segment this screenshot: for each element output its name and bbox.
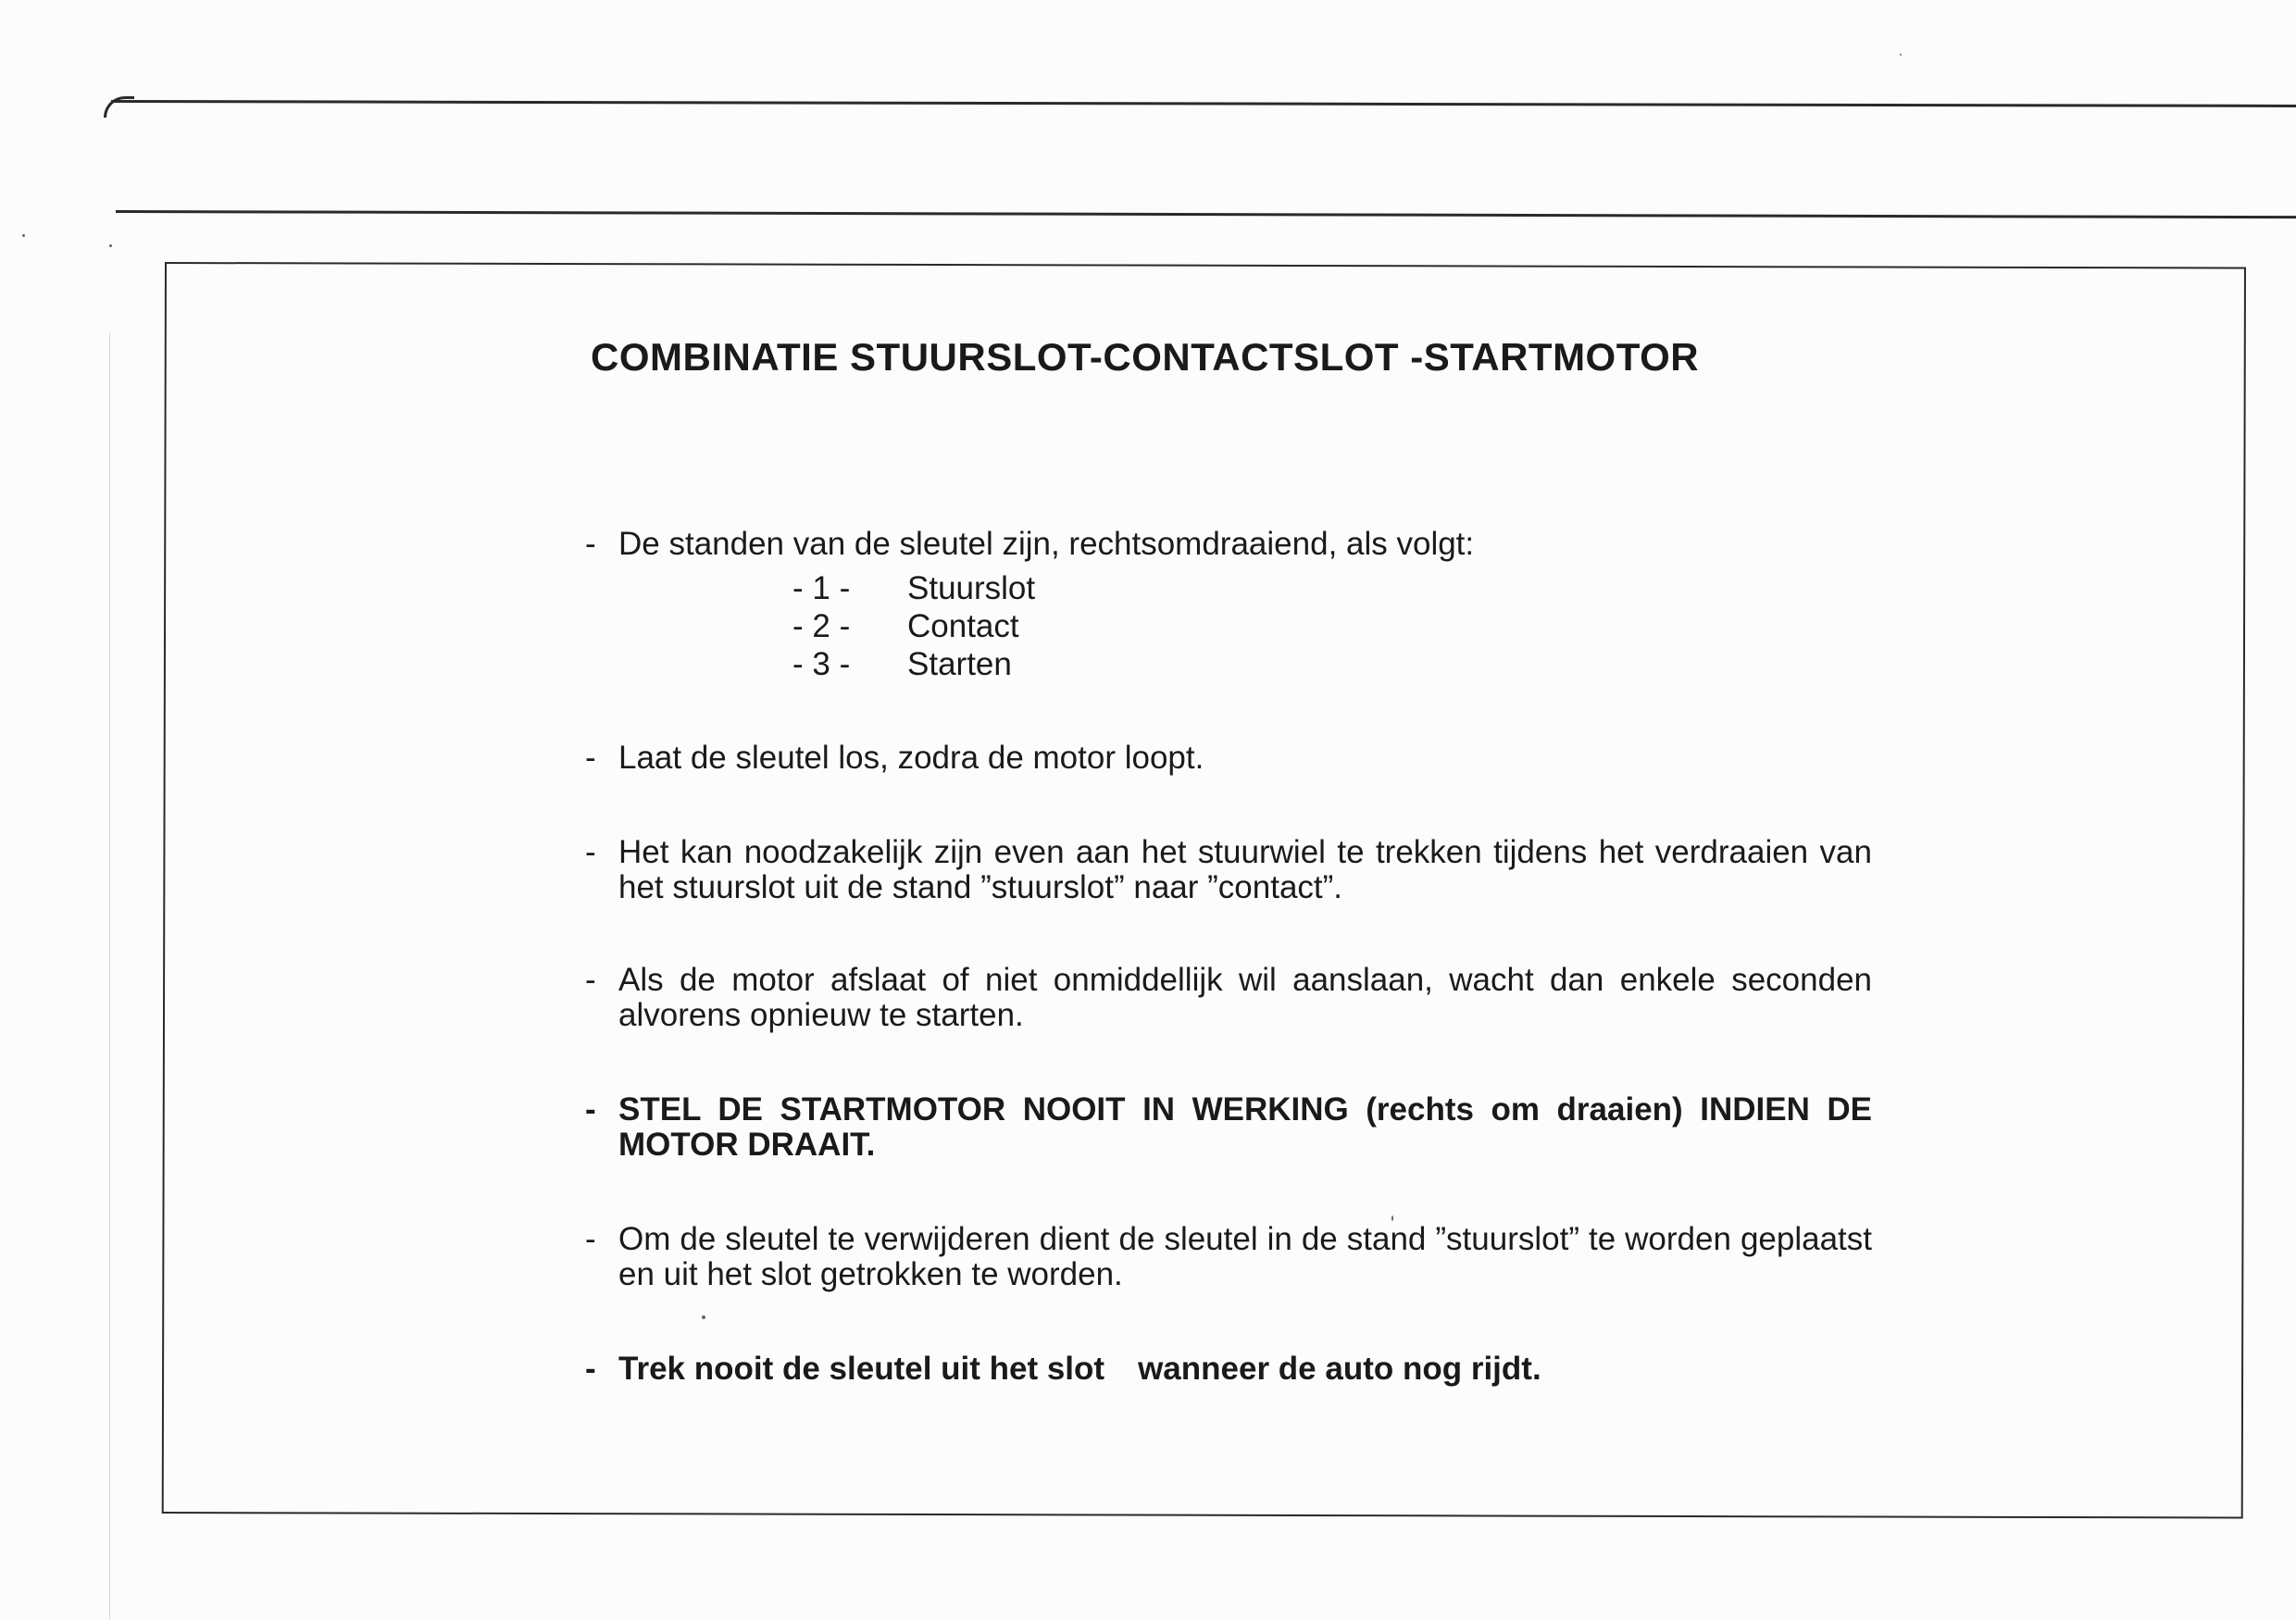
key-position-number: - 1 - [792,570,851,606]
instruction-text: Om de sleutel te verwijderen dient de sleutel in de stand ”stuurslot” te worden geplaatst en uit het slot getrokken te worden. [618,1221,1872,1292]
instruction-item-key-positions [585,527,1872,562]
key-position-label: Starten [907,646,1012,682]
bullet-dash: - [585,1351,596,1387]
warning-text-part1: Trek nooit de sleutel uit het slot [618,1351,1105,1387]
warning-text-part2: wanneer de auto nog rijdt. [1138,1351,1541,1387]
scan-speck [1900,54,1902,56]
key-position-row [792,569,1035,607]
scan-speck [22,234,25,237]
key-position-number: - 3 - [792,646,851,682]
key-position-label: Contact [907,608,1019,644]
scan-speck [1391,1215,1393,1221]
key-position-number: - 2 - [792,608,851,644]
key-position-label: Stuurslot [907,570,1036,606]
instruction-text: Het kan noodzakelijk zijn even aan het stuurwiel te trekken tijdens het verdraaien van het stuurslot uit de stand ”stuurslot” naar ”contact”. [618,834,1872,905]
bullet-dash: - [585,526,596,562]
header-rule [116,210,2296,218]
instruction-text: Als de motor afslaat of niet onmiddellijk wil aanslaan, wacht dan enkele seconden alvorens opnieuw te starten. [618,962,1872,1033]
bullet-dash: - [585,1221,596,1257]
instruction-item [585,835,1872,905]
instruction-item [585,963,1872,1033]
instruction-item [585,1222,1872,1292]
warning-item [585,1092,1872,1163]
page-edge [109,333,110,1620]
key-position-row [792,607,1035,645]
top-rule [111,100,2296,107]
warning-item-last [585,1352,1872,1387]
instruction-text: De standen van de sleutel zijn, rechtsomdraaiend, als volgt: [618,526,1475,562]
bullet-dash: - [585,962,596,998]
key-position-row [792,645,1035,683]
scan-speck [109,244,112,247]
instruction-text: Laat de sleutel los, zodra de motor loopt. [618,740,1204,776]
bullet-dash: - [585,834,596,870]
bullet-dash: - [585,1091,596,1128]
key-positions-list [792,569,1035,683]
page-title: COMBINATIE STUURSLOT-CONTACTSLOT -STARTMOTOR [591,335,1700,379]
warning-text [618,1352,1872,1387]
instruction-item [585,741,1872,776]
bullet-dash: - [585,740,596,776]
warning-text: STEL DE STARTMOTOR NOOIT IN WERKING (rechts om draaien) INDIEN DE MOTOR DRAAIT. [618,1091,1872,1163]
scan-speck [702,1315,705,1319]
